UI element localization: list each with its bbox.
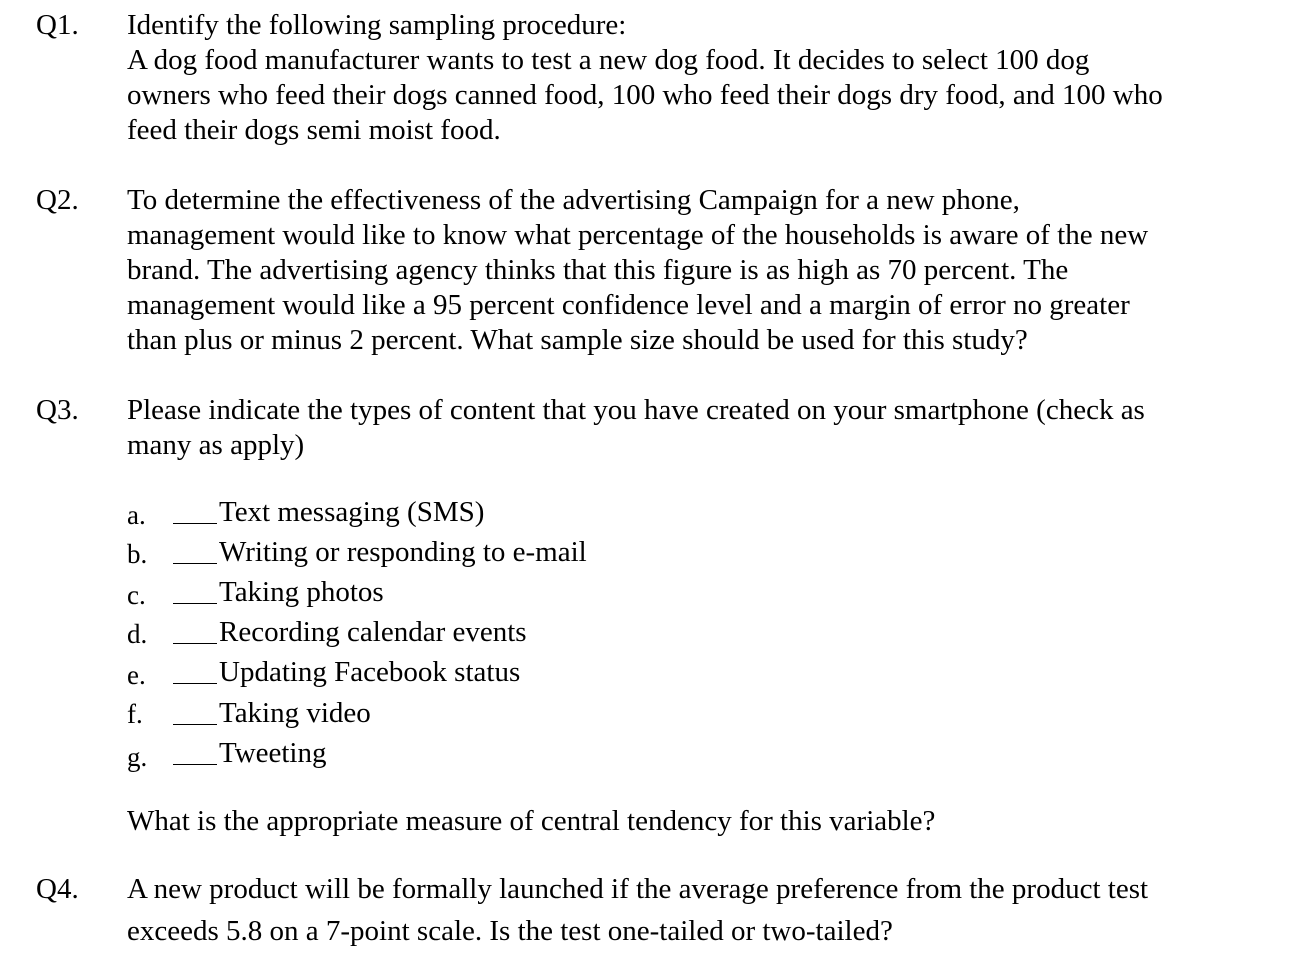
question-number: Q2.	[36, 184, 79, 216]
option-blank-line[interactable]	[173, 683, 217, 684]
option-letter: c.	[127, 580, 146, 610]
option-text: Text messaging (SMS)	[219, 496, 485, 528]
question-text-line: many as apply)	[127, 429, 305, 461]
question-text-line: owners who feed their dogs canned food, 100 who feed their dogs dry food, and 100 who	[127, 79, 1163, 111]
option-letter: e.	[127, 660, 146, 690]
question-text-line: management would like a 95 percent confidence level and a margin of error no greater	[127, 289, 1130, 321]
option-text: Updating Facebook status	[219, 656, 521, 688]
option-blank-line[interactable]	[173, 603, 217, 604]
option-letter: d.	[127, 619, 148, 649]
option-blank-line[interactable]	[173, 563, 217, 564]
question-text-line: than plus or minus 2 percent. What sample size should be used for this study?	[127, 324, 1028, 356]
question-text-line: Identify the following sampling procedure:	[127, 9, 627, 41]
question-text-line: Please indicate the types of content that you have created on your smartphone (check as	[127, 394, 1145, 426]
option-blank-line[interactable]	[173, 764, 217, 765]
option-blank-line[interactable]	[173, 724, 217, 725]
question-text-line: A dog food manufacturer wants to test a new dog food. It decides to select 100 dog	[127, 44, 1090, 76]
option-letter: f.	[127, 699, 143, 729]
question-text-line: A new product will be formally launched if the average preference from the product test	[127, 873, 1149, 905]
option-blank-line[interactable]	[173, 523, 217, 524]
option-letter: b.	[127, 539, 148, 569]
question-number: Q4.	[36, 873, 79, 905]
question-number: Q3.	[36, 394, 79, 426]
option-letter: g.	[127, 742, 148, 772]
option-blank-line[interactable]	[173, 643, 217, 644]
option-letter: a.	[127, 500, 146, 530]
question-text-line: management would like to know what percentage of the households is aware of the new	[127, 219, 1149, 251]
option-text: Taking photos	[219, 576, 384, 608]
question-text-line: exceeds 5.8 on a 7-point scale. Is the test one-tailed or two-tailed?	[127, 915, 893, 947]
question-number: Q1.	[36, 9, 79, 41]
option-text: Writing or responding to e-mail	[219, 536, 587, 568]
question-text-line: To determine the effectiveness of the advertising Campaign for a new phone,	[127, 184, 1020, 216]
question-text-line: feed their dogs semi moist food.	[127, 114, 501, 146]
option-text: Tweeting	[219, 737, 327, 769]
option-text: Recording calendar events	[219, 616, 527, 648]
option-text: Taking video	[219, 697, 371, 729]
follow-up-question: What is the appropriate measure of central tendency for this variable?	[127, 805, 936, 837]
question-text-line: brand. The advertising agency thinks that this figure is as high as 70 percent. The	[127, 254, 1069, 286]
